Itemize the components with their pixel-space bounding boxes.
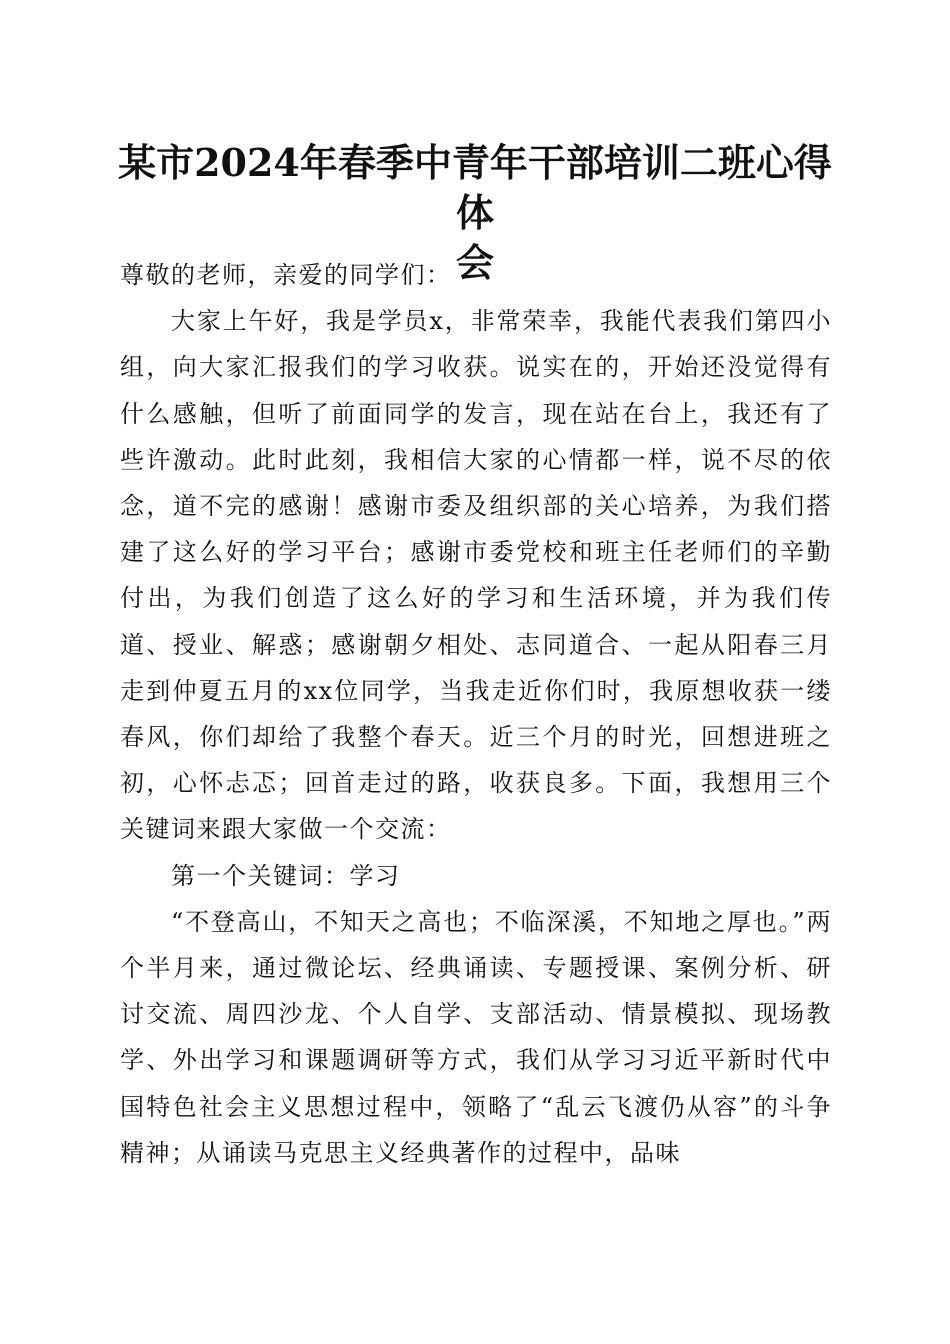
title-line-1: 某市2024年春季中青年干部培训二班心得体 — [118, 140, 832, 235]
paragraph-learning: “不登高山，不知天之高也；不临深溪，不知地之厚也。”两个半月来，通过微论坛、经典诵读、专题授课、案例分析、研讨交流、周四沙龙、个人自学、支部活动、情景模拟、现场教学、外出学习和课题调研等方式，我们从学习习近平新时代中国特色社会主义思想过程中，领略了“乱云飞渡仍从容”的斗争精神；从诵读马克思主义经典著作的过程中，品味 — [120, 907, 832, 1167]
paragraph-opening: 大家上午好，我是学员x，非常荣幸，我能代表我们第四小组，向大家汇报我们的学习收获。说实在的，开始还没觉得有什么感触，但听了前面同学的发言，现在站在台上，我还有了些许激动。此时此刻，我相信大家的心情都一样，说不尽的依念，道不完的感谢！感谢市委及组织部的关心培养，为我们搭建了这么好的学习平台；感谢市委党校和班主任老师们的辛勤付出，为我们创造了这么好的学习和生活环境，并为我们传道、授业、解惑；感谢朝夕相处、志同道合、一起从阳春三月走到仲夏五月的xx位同学，当我走近你们时，我原想收获一缕春风，你们却给了我整个春天。近三个月的时光，回想进班之初，心怀忐忑；回首走过的路，收获良多。下面，我想用三个关键词来跟大家做一个交流： — [120, 307, 832, 844]
title-line-2: 会 — [455, 240, 494, 285]
salutation: 尊敬的老师，亲爱的同学们： — [120, 261, 452, 289]
document-body — [120, 252, 832, 1176]
section-heading-learning: 第一个关键词：学习 — [171, 861, 401, 890]
